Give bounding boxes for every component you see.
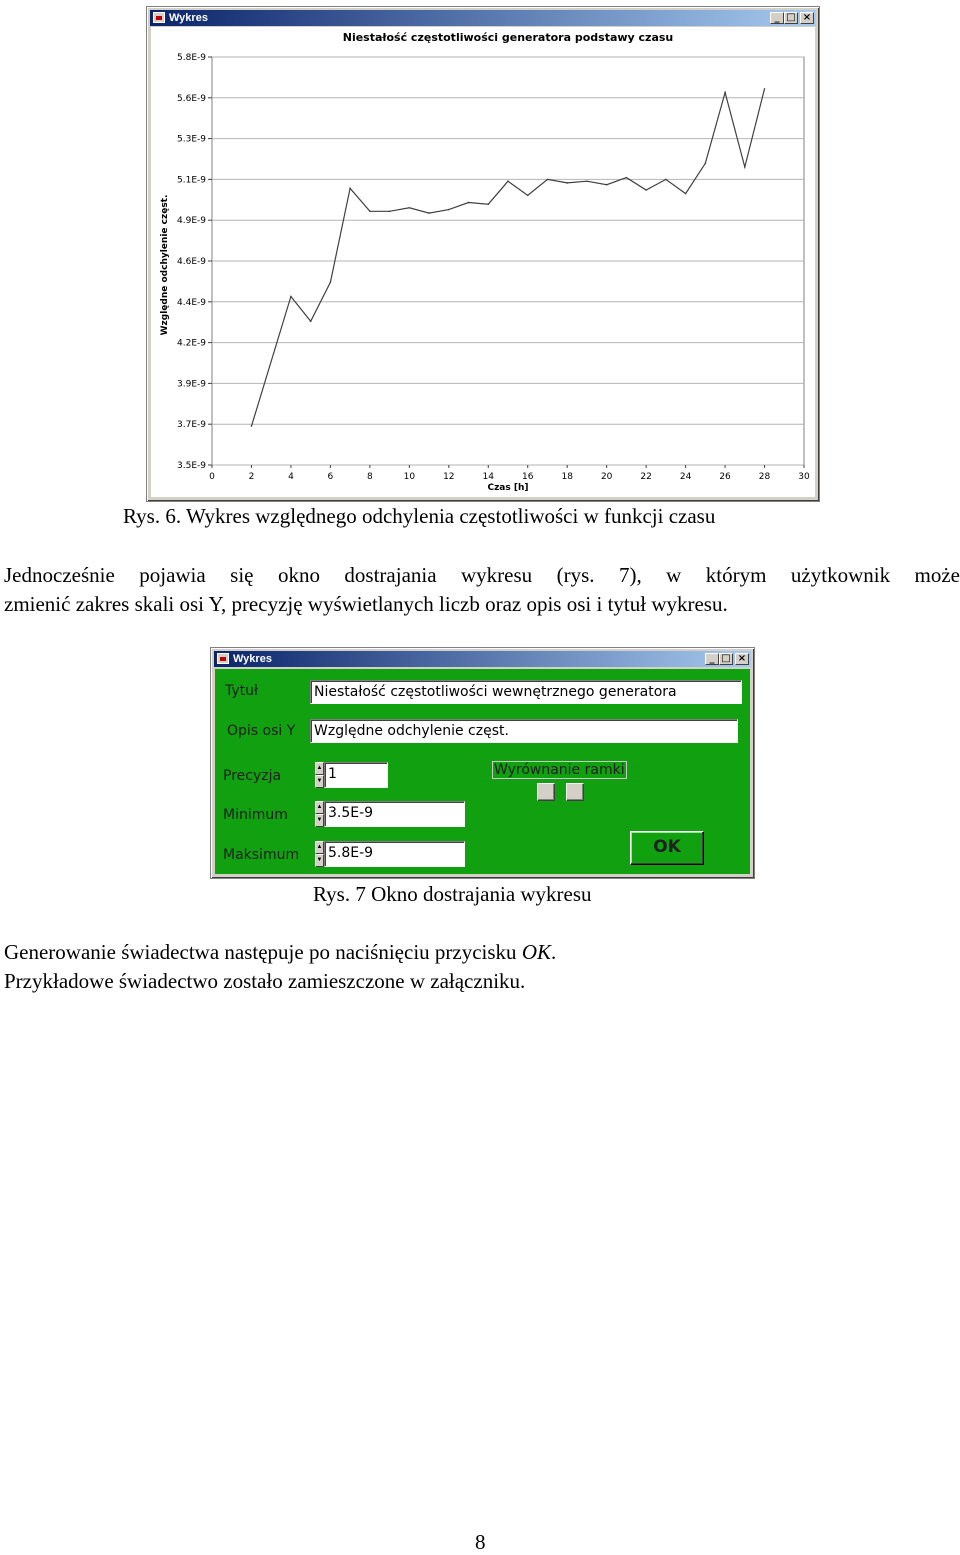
data-point [705,163,707,165]
spin-down-icon[interactable]: ▼ [315,814,324,827]
spin-down-icon[interactable]: ▼ [315,775,324,788]
precision-spinner[interactable] [315,762,324,788]
data-point [665,179,667,181]
paragraph-1-line-1: Jednocześnie pojawia się okno dostrajania wykresu (rys. 7), w którym użytkownik może [4,563,960,587]
data-point [389,211,391,213]
spin-up-icon[interactable]: ▲ [315,841,324,854]
data-point [349,187,351,189]
x-tick-label: 6 [327,472,334,482]
data-point [724,92,726,94]
x-tick-label: 28 [758,472,771,482]
figure-7-caption: Rys. 7 Okno dostrajania wykresu [313,882,592,906]
figure-6-caption: Rys. 6. Wykres względnego odchylenia częstotliwości w funkcji czasu [123,504,716,528]
data-point [586,180,588,182]
y-tick-label: 4.6E-9 [177,257,206,267]
precision-label: Precyzja [223,768,282,784]
window-controls [770,12,814,24]
minimum-spinner[interactable] [315,801,324,827]
maximize-button[interactable]: □ [719,653,733,665]
axis-description-input[interactable]: Względne odchylenie częst. [310,719,738,743]
page-number: 8 [475,1530,486,1554]
data-point [744,166,746,168]
y-tick-label: 3.7E-9 [177,420,206,431]
data-point [606,184,608,186]
maximum-spinner[interactable] [315,841,324,867]
data-point [428,212,430,214]
data-point [507,180,509,182]
x-tick-label: 4 [288,472,294,482]
window-controls [705,653,749,665]
close-button[interactable]: × [735,653,749,665]
y-tick-label: 3.9E-9 [177,379,206,390]
spin-up-icon[interactable]: ▲ [315,801,324,814]
maximum-input[interactable]: 5.8E-9 [324,841,465,867]
data-point [251,425,253,427]
data-point [566,182,568,184]
data-point [547,179,549,181]
data-point [468,202,470,204]
maximize-button[interactable]: □ [784,12,798,24]
chart-window-title: Wykres [169,12,208,24]
app-icon [153,12,165,23]
minimize-button[interactable]: _ [705,653,719,665]
dialog-body [215,669,750,874]
dialog-window [210,647,755,879]
chart-area [151,27,815,497]
x-tick-label: 30 [798,472,810,482]
y-tick-label: 4.4E-9 [177,297,206,308]
y-tick-label: 4.2E-9 [177,338,206,349]
chart-window [146,6,820,502]
title-input[interactable]: Niestałość częstotliwości wewnętrznego generatora [310,680,742,704]
close-button[interactable]: × [800,12,814,24]
spin-down-icon[interactable]: ▼ [315,854,324,867]
x-tick-label: 16 [522,472,534,482]
paragraph-2-text: Generowanie świadectwa następuje po naciśnięciu przycisku [4,940,522,964]
paragraph-2-line-1 [4,940,556,965]
ok-button[interactable]: OK [630,831,704,865]
data-point [448,209,450,211]
y-axis-label: Względne odchylenie częst. [160,194,170,336]
x-tick-label: 0 [209,472,215,482]
data-point [764,88,766,90]
line-chart [151,27,815,497]
x-tick-label: 26 [719,472,731,482]
data-point [330,281,332,283]
chart-title: Niestałość częstotliwości generatora podstawy czasu [342,31,674,44]
x-tick-label: 24 [679,472,692,482]
data-point [685,193,687,195]
ok-emphasis: OK [521,940,551,964]
frame-alignment-label: Wyrównanie ramki [494,762,625,778]
precision-input[interactable]: 1 [324,762,388,788]
y-tick-label: 5.3E-9 [177,134,206,145]
x-axis-label: Czas [h] [487,483,529,493]
minimize-button[interactable]: _ [770,12,784,24]
title-label: Tytuł [225,683,258,699]
dialog-title: Wykres [233,653,272,665]
dialog-titlebar[interactable] [214,651,751,667]
x-tick-label: 14 [482,472,494,482]
maximum-label: Maksimum [223,847,300,863]
data-point [310,321,312,323]
y-tick-label: 4.9E-9 [177,216,206,227]
axis-label: Opis osi Y [227,723,296,739]
paragraph-1-line-2: zmienić zakres skali osi Y, precyzję wyświetlanych liczb oraz opis osi i tytuł wykresu. [4,592,728,616]
x-tick-label: 22 [640,472,652,482]
frame-checkbox-1[interactable] [537,783,555,801]
data-point [527,195,529,197]
app-icon [217,653,229,664]
y-tick-label: 5.8E-9 [177,53,206,63]
data-point [626,177,628,179]
x-tick-label: 12 [443,472,455,482]
data-point [290,296,292,298]
x-tick-label: 20 [600,472,613,482]
data-point [487,203,489,205]
minimum-input[interactable]: 3.5E-9 [324,801,465,827]
spin-up-icon[interactable]: ▲ [315,762,324,775]
x-tick-label: 18 [561,472,573,482]
frame-checkbox-2[interactable] [566,783,584,801]
chart-window-titlebar[interactable] [150,10,816,26]
x-tick-label: 10 [403,472,416,482]
y-tick-label: 3.5E-9 [177,461,206,471]
paragraph-2-period: . [551,940,557,964]
minimum-label: Minimum [223,807,288,823]
data-point [645,189,647,191]
x-tick-label: 8 [366,472,373,482]
x-tick-label: 2 [248,472,255,482]
data-point [409,207,411,209]
paragraph-2-line-2: Przykładowe świadectwo zostało zamieszczone w załączniku. [4,969,526,993]
y-tick-label: 5.6E-9 [177,93,206,104]
data-point [369,211,371,213]
y-tick-label: 5.1E-9 [177,175,206,186]
